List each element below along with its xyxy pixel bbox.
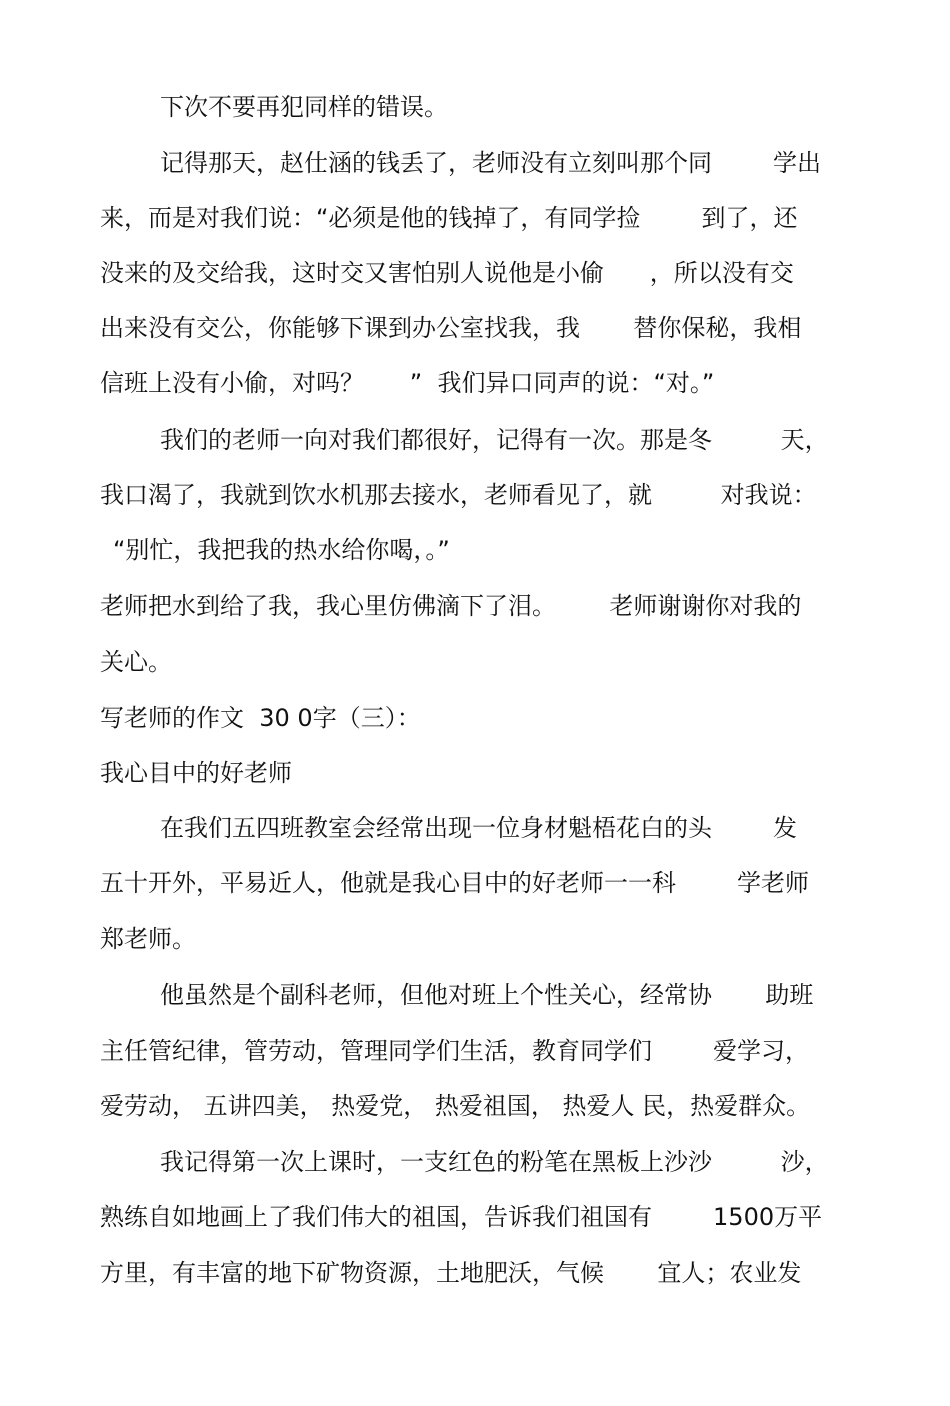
text-line: 主任管纪律，管劳动，管理同学们生活，教育同学们 爱学习， bbox=[100, 1037, 810, 1065]
text-line: 熟练自如地画上了我们伟大的祖国，告诉我们祖国有 1500万平 bbox=[100, 1203, 823, 1231]
text-line: 没来的及交给我，这时交又害怕别人说他是小偷 ，所以没有交 bbox=[100, 259, 794, 287]
text-line: 记得那天，赵仕涵的钱丢了，老师没有立刻叫那个同 学出 bbox=[160, 149, 822, 177]
text-line: 下次不要再犯同样的错误。 bbox=[160, 93, 448, 121]
text-line: 关心。 bbox=[100, 648, 172, 676]
text-line: “别忙，我把我的热水给你喝，。” bbox=[113, 536, 450, 564]
text-line: 来，而是对我们说：“必须是他的钱掉了，有同学捡 到了，还 bbox=[100, 204, 798, 232]
text-line: 我们的老师一向对我们都很好，记得有一次。那是冬 天， bbox=[160, 426, 829, 454]
text-line: 老师把水到给了我，我心里仿佛滴下了泪。 老师谢谢你对我的 bbox=[100, 592, 802, 620]
subheading: 我心目中的好老师 bbox=[100, 759, 292, 787]
text-line: 在我们五四班教室会经常出现一位身材魁梧花白的头 发 bbox=[160, 814, 798, 842]
text-line: 爱劳动， 五讲四美， 热爱党， 热爱祖国， 热爱人 民，热爱群众。 bbox=[100, 1092, 811, 1120]
text-line: 五十开外，平易近人，他就是我心目中的好老师一一科 学老师 bbox=[100, 869, 810, 897]
text-line: 信班上没有小偷，对吗？ ” 我们异口同声的说：“对。” bbox=[100, 369, 715, 397]
text-line: 郑老师。 bbox=[100, 925, 196, 953]
text-line: 我口渴了，我就到饮水机那去接水，老师看见了，就 对我说： bbox=[100, 481, 817, 509]
heading: 写老师的作文 30 0字（三）： bbox=[100, 704, 421, 732]
text-line: 他虽然是个副科老师，但他对班上个性关心，经常协 助班 bbox=[160, 981, 814, 1009]
text-line: 我记得第一次上课时，一支红色的粉笔在黑板上沙沙 沙， bbox=[160, 1148, 829, 1176]
text-line: 方里，有丰富的地下矿物资源，土地肥沃，气候 宜人；农业发 bbox=[100, 1259, 802, 1287]
text-line: 出来没有交公，你能够下课到办公室找我，我 替你保秘，我相 bbox=[100, 314, 802, 342]
